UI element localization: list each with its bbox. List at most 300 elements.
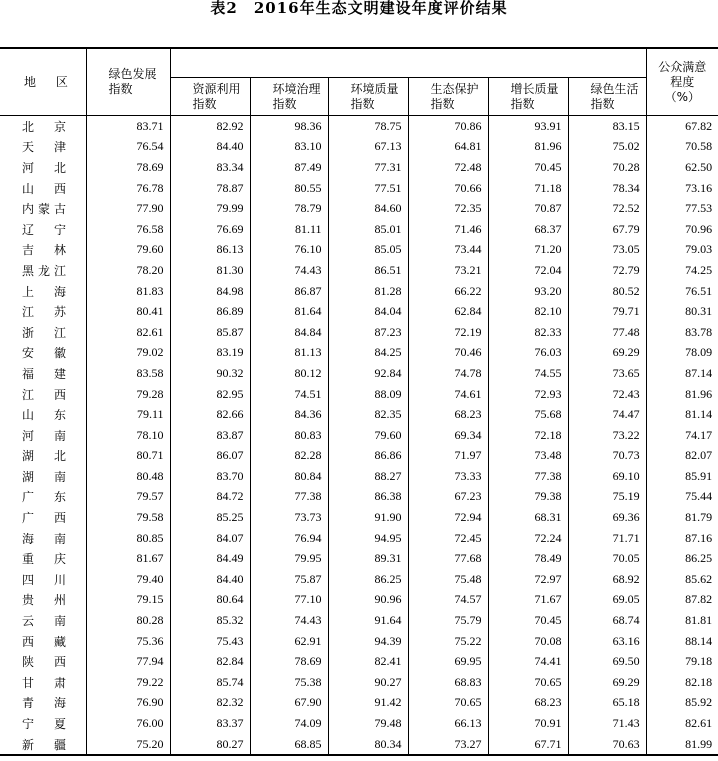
region-name: 四川 [22,572,66,587]
value-cell: 86.38 [328,487,408,508]
value-cell: 80.48 [86,466,170,487]
table-row [0,713,718,734]
region-cell [0,281,86,302]
value-cell: 76.69 [170,219,250,240]
value-cell: 86.89 [170,301,250,322]
value-cell: 66.22 [408,281,488,302]
value-cell: 86.13 [170,240,250,261]
value-cell: 78.69 [250,651,328,672]
value-cell: 84.40 [170,569,250,590]
value-cell: 69.29 [568,672,646,693]
value-cell: 75.79 [408,610,488,631]
value-cell: 91.90 [328,507,408,528]
region-cell [0,507,86,528]
value-cell: 72.97 [488,569,568,590]
value-cell: 79.95 [250,548,328,569]
value-cell: 75.02 [568,137,646,158]
value-cell: 77.10 [250,590,328,611]
value-cell: 70.65 [408,693,488,714]
value-cell: 69.50 [568,651,646,672]
value-cell: 73.33 [408,466,488,487]
value-cell: 70.46 [408,343,488,364]
value-cell: 72.45 [408,528,488,549]
value-cell: 73.48 [488,446,568,467]
region-cell [0,260,86,281]
value-cell: 84.36 [250,404,328,425]
value-cell: 85.87 [170,322,250,343]
value-cell: 70.73 [568,446,646,467]
value-cell: 84.84 [250,322,328,343]
value-cell: 91.64 [328,610,408,631]
value-cell: 85.05 [328,240,408,261]
value-cell: 98.36 [250,116,328,137]
value-cell: 93.20 [488,281,568,302]
value-cell: 68.74 [568,610,646,631]
value-cell: 83.19 [170,343,250,364]
value-cell: 86.87 [250,281,328,302]
region-cell [0,363,86,384]
value-cell: 88.09 [328,384,408,405]
value-cell: 67.13 [328,137,408,158]
region-cell [0,528,86,549]
region-cell [0,548,86,569]
table-row [0,548,718,569]
value-cell: 86.51 [328,260,408,281]
value-cell: 69.95 [408,651,488,672]
value-cell: 74.43 [250,260,328,281]
value-cell: 94.95 [328,528,408,549]
value-cell: 72.48 [408,157,488,178]
value-cell: 70.58 [685,139,713,154]
value-cell: 80.34 [328,734,408,756]
value-cell: 82.07 [685,448,713,463]
value-cell: 77.68 [408,548,488,569]
value-cell: 85.92 [685,695,713,710]
value-cell: 62.91 [250,631,328,652]
value-cell: 88.14 [685,633,713,648]
value-cell: 77.53 [685,201,713,216]
value-cell: 77.38 [250,487,328,508]
region-cell [0,322,86,343]
evaluation-table [0,47,718,756]
value-cell: 75.44 [685,489,713,504]
region-name: 上海 [22,284,66,299]
value-cell: 78.49 [488,548,568,569]
header-ecology [408,78,488,116]
value-cell: 84.60 [328,198,408,219]
value-cell: 71.43 [568,713,646,734]
value-cell: 73.16 [685,180,713,195]
value-cell: 75.22 [408,631,488,652]
value-cell: 72.35 [408,198,488,219]
value-cell: 87.16 [685,530,713,545]
value-cell: 83.78 [685,324,713,339]
value-cell: 76.03 [488,343,568,364]
value-cell: 73.27 [408,734,488,756]
value-cell: 87.82 [685,592,713,607]
value-cell: 77.94 [86,651,170,672]
value-cell: 62.50 [685,159,713,174]
value-cell: 78.10 [86,425,170,446]
value-cell: 92.84 [328,363,408,384]
value-cell: 83.71 [86,116,170,137]
header-growth-quality [488,78,568,116]
value-cell: 83.87 [170,425,250,446]
value-cell: 82.35 [328,404,408,425]
value-cell: 72.24 [488,528,568,549]
value-cell: 68.85 [250,734,328,756]
region-name: 新疆 [22,737,66,752]
value-cell: 74.51 [250,384,328,405]
region-name: 宁夏 [22,717,66,732]
table-row [0,240,718,261]
value-cell: 80.85 [86,528,170,549]
value-cell: 69.29 [568,343,646,364]
value-cell: 79.18 [685,654,713,669]
value-cell: 64.81 [408,137,488,158]
value-cell: 79.48 [328,713,408,734]
value-cell: 82.84 [170,651,250,672]
value-cell: 84.98 [170,281,250,302]
value-cell: 79.57 [86,487,170,508]
header-region: 地 区 [0,48,86,116]
value-cell: 82.10 [488,301,568,322]
region-cell [0,590,86,611]
value-cell: 73.73 [250,507,328,528]
value-cell: 66.13 [408,713,488,734]
value-cell: 77.38 [488,466,568,487]
value-cell: 87.49 [250,157,328,178]
header-green-life-label: 绿色生活指数 [590,81,639,111]
value-cell: 81.96 [685,386,713,401]
table-row [0,137,718,158]
value-cell: 82.61 [86,322,170,343]
value-cell: 86.07 [170,446,250,467]
value-cell: 79.58 [86,507,170,528]
region-cell [0,446,86,467]
region-name: 北京 [22,119,66,134]
table-row [0,446,718,467]
value-cell: 72.19 [408,322,488,343]
value-cell: 72.93 [488,384,568,405]
value-cell: 91.42 [328,693,408,714]
value-cell: 90.27 [328,672,408,693]
value-cell: 70.86 [408,116,488,137]
region-cell [0,240,86,261]
region-name: 甘肃 [22,675,66,690]
region-cell [0,734,86,756]
value-cell: 70.87 [488,198,568,219]
region-name: 西藏 [22,634,66,649]
table-row [0,178,718,199]
value-cell: 78.69 [86,157,170,178]
value-cell: 68.92 [568,569,646,590]
table-row [0,734,718,756]
header-growth-quality-label: 增长质量指数 [510,81,559,111]
table-row [0,363,718,384]
table-row [0,569,718,590]
region-name: 海南 [22,531,66,546]
value-cell: 71.18 [488,178,568,199]
value-cell: 69.34 [408,425,488,446]
region-cell [0,404,86,425]
region-name: 湖北 [22,449,66,464]
value-cell: 94.39 [328,631,408,652]
value-cell: 80.55 [250,178,328,199]
region-name: 黑龙江 [22,263,66,278]
value-cell: 80.64 [170,590,250,611]
region-name: 江西 [22,387,66,402]
value-cell: 83.34 [170,157,250,178]
value-cell: 72.18 [488,425,568,446]
value-cell: 80.52 [568,281,646,302]
header-ecology-label: 生态保护指数 [430,81,479,111]
region-name: 江苏 [22,305,66,320]
value-cell: 70.28 [568,157,646,178]
table-row [0,198,718,219]
value-cell: 75.48 [408,569,488,590]
value-cell: 72.04 [488,260,568,281]
region-cell [0,693,86,714]
value-cell: 83.37 [170,713,250,734]
value-cell: 74.25 [685,262,713,277]
value-cell: 75.20 [86,734,170,756]
value-cell: 70.91 [488,713,568,734]
value-cell: 86.86 [328,446,408,467]
value-cell: 70.45 [488,610,568,631]
value-cell: 79.40 [86,569,170,590]
value-cell: 62.84 [408,301,488,322]
region-cell [0,178,86,199]
value-cell: 75.68 [488,404,568,425]
value-cell: 76.51 [685,283,713,298]
header-green-life [568,78,646,116]
value-cell: 67.79 [568,219,646,240]
value-cell: 70.66 [408,178,488,199]
region-cell [0,219,86,240]
value-cell: 80.27 [170,734,250,756]
value-cell: 80.71 [86,446,170,467]
value-cell: 82.41 [328,651,408,672]
value-cell: 73.65 [568,363,646,384]
value-cell: 86.25 [685,551,713,566]
value-cell: 81.64 [250,301,328,322]
region-cell [0,116,86,137]
region-name: 山西 [22,181,66,196]
value-cell: 81.30 [170,260,250,281]
value-cell: 78.20 [86,260,170,281]
value-cell: 80.84 [250,466,328,487]
value-cell: 79.60 [86,240,170,261]
value-cell: 73.21 [408,260,488,281]
value-cell: 82.92 [170,116,250,137]
table-body [0,116,718,756]
value-cell: 75.38 [250,672,328,693]
value-cell: 74.09 [250,713,328,734]
region-cell [0,425,86,446]
value-cell: 81.81 [685,613,713,628]
value-cell: 70.65 [488,672,568,693]
value-cell: 75.19 [568,487,646,508]
value-cell: 79.71 [568,301,646,322]
region-cell [0,713,86,734]
value-cell: 68.31 [488,507,568,528]
value-cell: 84.25 [328,343,408,364]
table-row [0,651,718,672]
value-cell: 71.97 [408,446,488,467]
value-cell: 77.90 [86,198,170,219]
value-cell: 84.72 [170,487,250,508]
value-cell: 70.08 [488,631,568,652]
table-row [0,528,718,549]
value-cell: 68.23 [408,404,488,425]
value-cell: 74.55 [488,363,568,384]
value-cell: 78.09 [685,345,713,360]
region-cell [0,651,86,672]
table-row [0,425,718,446]
value-cell: 74.78 [408,363,488,384]
value-cell: 83.70 [170,466,250,487]
region-name: 湖南 [22,469,66,484]
region-cell [0,384,86,405]
value-cell: 70.63 [568,734,646,756]
value-cell: 76.78 [86,178,170,199]
region-cell [0,672,86,693]
table-row [0,116,718,137]
header-public-satisfaction [646,48,718,116]
region-name: 广西 [22,511,66,526]
value-cell: 79.22 [86,672,170,693]
value-cell: 82.18 [685,674,713,689]
value-cell: 84.07 [170,528,250,549]
value-cell: 82.32 [170,693,250,714]
header-resource-label: 资源利用指数 [192,81,241,111]
value-cell: 69.36 [568,507,646,528]
value-cell: 88.27 [328,466,408,487]
value-cell: 76.54 [86,137,170,158]
value-cell: 71.46 [408,219,488,240]
value-cell: 81.11 [250,219,328,240]
table-row [0,487,718,508]
header-green-dev [86,48,170,116]
value-cell: 80.28 [86,610,170,631]
value-cell: 79.02 [86,343,170,364]
value-cell: 85.91 [685,468,713,483]
value-cell: 84.40 [170,137,250,158]
value-cell: 83.15 [568,116,646,137]
value-cell: 74.41 [488,651,568,672]
table-row [0,219,718,240]
region-name: 重庆 [22,552,66,567]
header-green-dev-label: 绿色发展指数 [108,67,157,96]
value-cell: 81.28 [328,281,408,302]
value-cell: 87.14 [685,365,713,380]
header-resource [170,78,250,116]
value-cell: 72.94 [408,507,488,528]
value-cell: 76.90 [86,693,170,714]
header-subgroup-spacer [170,48,646,78]
value-cell: 79.15 [86,590,170,611]
value-cell: 67.82 [646,116,718,137]
value-cell: 90.96 [328,590,408,611]
value-cell: 67.90 [250,693,328,714]
value-cell: 79.03 [685,242,713,257]
table-row [0,301,718,322]
value-cell: 71.67 [488,590,568,611]
value-cell: 85.32 [170,610,250,631]
region-name: 贵州 [22,593,66,608]
value-cell: 78.79 [250,198,328,219]
value-cell: 74.17 [685,427,713,442]
value-cell: 76.58 [86,219,170,240]
region-cell [0,301,86,322]
value-cell: 76.10 [250,240,328,261]
value-cell: 80.12 [250,363,328,384]
value-cell: 82.28 [250,446,328,467]
value-cell: 77.31 [328,157,408,178]
value-cell: 72.52 [568,198,646,219]
value-cell: 81.79 [685,510,713,525]
value-cell: 67.71 [488,734,568,756]
value-cell: 82.95 [170,384,250,405]
value-cell: 80.31 [685,304,713,319]
value-cell: 77.51 [328,178,408,199]
table-row [0,466,718,487]
region-name: 河南 [22,428,66,443]
region-cell [0,198,86,219]
table-row [0,610,718,631]
value-cell: 80.41 [86,301,170,322]
value-cell: 79.28 [86,384,170,405]
table-row [0,260,718,281]
value-cell: 78.87 [170,178,250,199]
table-row [0,281,718,302]
region-cell [0,157,86,178]
table-row [0,507,718,528]
value-cell: 90.32 [170,363,250,384]
table-row [0,157,718,178]
region-name: 内蒙古 [22,202,66,217]
table-row [0,590,718,611]
region-cell [0,466,86,487]
value-cell: 75.87 [250,569,328,590]
value-cell: 81.67 [86,548,170,569]
value-cell: 71.71 [568,528,646,549]
region-name: 山东 [22,408,66,423]
value-cell: 84.49 [170,548,250,569]
header-environment-quality [328,78,408,116]
value-cell: 70.05 [568,548,646,569]
region-name: 河北 [22,160,66,175]
value-cell: 79.60 [328,425,408,446]
value-cell: 73.44 [408,240,488,261]
value-cell: 82.61 [685,716,713,731]
region-cell [0,137,86,158]
value-cell: 85.01 [328,219,408,240]
value-cell: 72.43 [568,384,646,405]
value-cell: 72.79 [568,260,646,281]
value-cell: 84.04 [328,301,408,322]
region-name: 天津 [22,140,66,155]
region-name: 广东 [22,490,66,505]
region-cell [0,343,86,364]
value-cell: 83.10 [250,137,328,158]
region-cell [0,569,86,590]
table-row [0,404,718,425]
region-name: 吉林 [22,243,66,258]
value-cell: 74.47 [568,404,646,425]
table-row [0,322,718,343]
